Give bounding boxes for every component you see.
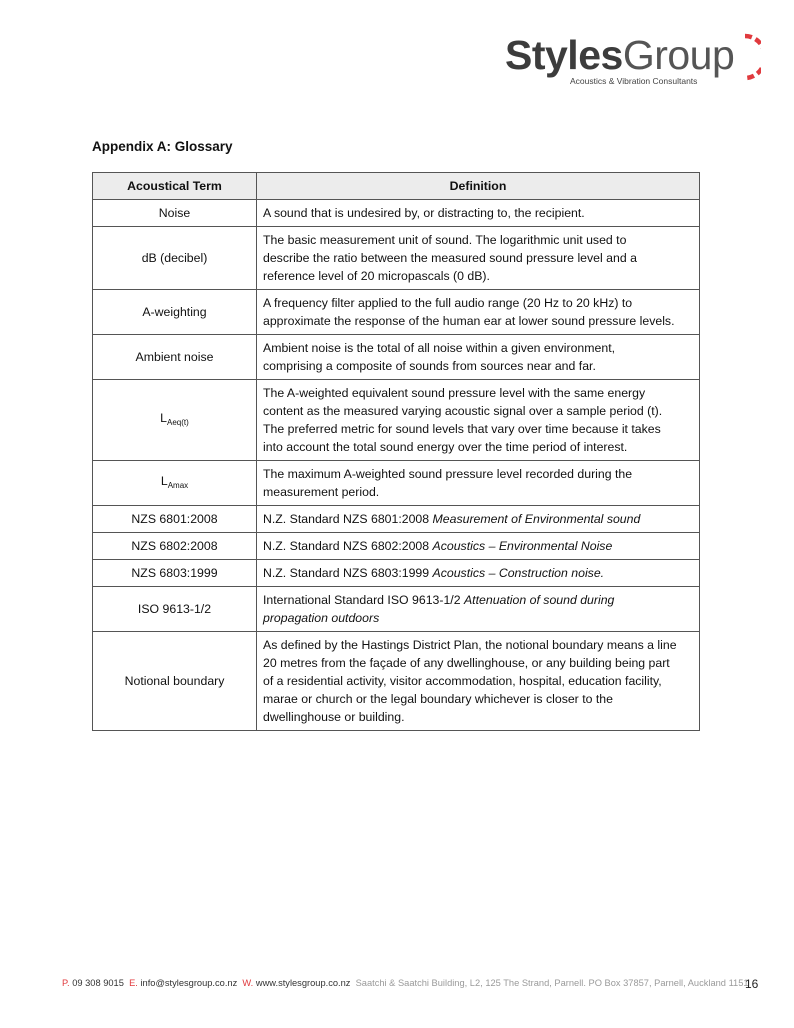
term-cell: NZS 6803:1999	[93, 560, 257, 587]
table-row	[93, 533, 700, 560]
definition-cell: Ambient noise is the total of all noise within a given environment, comprising a composite of sounds from sources near and far.	[257, 335, 700, 380]
term-cell: dB (decibel)	[93, 227, 257, 290]
term-cell: Noise	[93, 200, 257, 227]
definition-cell: International Standard ISO 9613-1/2 Attenuation of sound during propagation outdoors	[257, 587, 700, 632]
definition-cell: The A-weighted equivalent sound pressure level with the same energy content as the measured varying acoustic signal over a sample period (t). The preferred metric for sound levels that vary over time because it takes into account the total sound energy over the time period of interest.	[257, 380, 700, 461]
term-cell	[93, 380, 257, 461]
table-row	[93, 290, 700, 335]
definition-cell: A frequency filter applied to the full audio range (20 Hz to 20 kHz) to approximate the response of the human ear at lower sound pressure levels.	[257, 290, 700, 335]
page-heading: Appendix A: Glossary	[92, 139, 233, 154]
table-row	[93, 587, 700, 632]
laeq-symbol: $L_{Aeq(t)}$	[160, 410, 189, 427]
email-label: E.	[129, 978, 138, 988]
lamax-symbol: $L_{Amax}$	[160, 473, 189, 490]
definition-cell: As defined by the Hastings District Plan, the notional boundary means a line 20 metres from the façade of any dwellinghouse, or any building being part of a residential activity, visitor accommodation, hospital, education facility, marae or church or the legal boundary whichever is closer to the dwellinghouse or building.	[257, 632, 700, 731]
term-cell: NZS 6801:2008	[93, 506, 257, 533]
definition-cell: The basic measurement unit of sound. The logarithmic unit used to describe the ratio between the measured sound pressure level and a reference level of 20 micropascals (0 dB).	[257, 227, 700, 290]
table-row	[93, 632, 700, 731]
phone-label: P.	[62, 978, 70, 988]
table-row	[93, 380, 700, 461]
term-cell: Ambient noise	[93, 335, 257, 380]
table-row	[93, 506, 700, 533]
page-number: 16	[745, 977, 759, 991]
term-cell: Notional boundary	[93, 632, 257, 731]
column-header-definition: Definition	[257, 173, 700, 200]
definition-cell: N.Z. Standard NZS 6803:1999 Acoustics – Construction noise.	[257, 560, 700, 587]
table-row	[93, 200, 700, 227]
definition-cell: A sound that is undesired by, or distracting to, the recipient.	[257, 200, 700, 227]
table-row	[93, 227, 700, 290]
column-header-term: Acoustical Term	[93, 173, 257, 200]
company-logo	[505, 30, 765, 90]
address: Saatchi & Saatchi Building, L2, 125 The Strand, Parnell. PO Box 37857, Parnell, Auckland 1151	[355, 978, 749, 988]
term-cell: NZS 6802:2008	[93, 533, 257, 560]
term-cell: ISO 9613-1/2	[93, 587, 257, 632]
logo-bracket-icon	[741, 32, 761, 82]
definition-cell: N.Z. Standard NZS 6801:2008 Measurement of Environmental sound	[257, 506, 700, 533]
table-row	[93, 335, 700, 380]
table-row	[93, 560, 700, 587]
logo-tagline: Acoustics & Vibration Consultants	[570, 76, 698, 86]
web-label: W.	[242, 978, 254, 988]
definition-cell: N.Z. Standard NZS 6802:2008 Acoustics – Environmental Noise	[257, 533, 700, 560]
email-link[interactable]: info@stylesgroup.co.nz	[140, 978, 238, 988]
website-link[interactable]: www.stylesgroup.co.nz	[255, 978, 351, 988]
term-cell	[93, 461, 257, 506]
glossary-table	[92, 172, 700, 731]
definition-cell: The maximum A-weighted sound pressure level recorded during the measurement period.	[257, 461, 700, 506]
phone-number: 09 308 9015	[72, 978, 124, 988]
table-row	[93, 461, 700, 506]
logo-wordmark: StylesGroup	[505, 32, 735, 78]
table-header-row	[93, 173, 700, 200]
term-cell: A-weighting	[93, 290, 257, 335]
page-footer	[62, 978, 749, 988]
